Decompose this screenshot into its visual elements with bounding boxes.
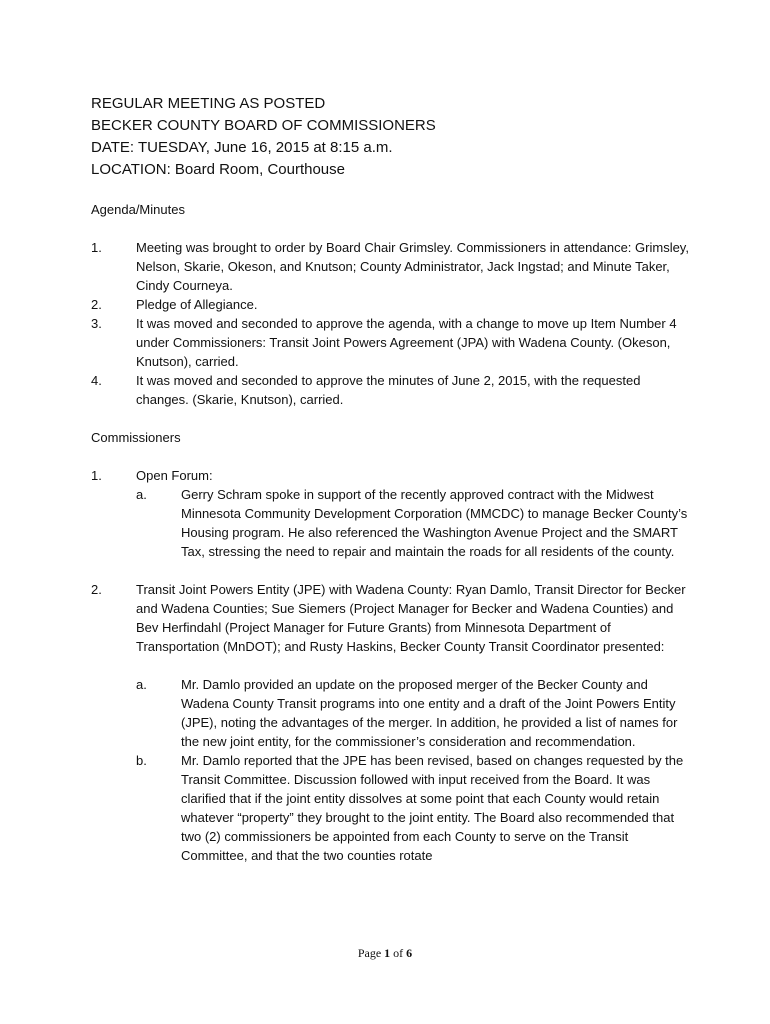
document-page <box>91 93 691 865</box>
section-agenda-label: Agenda/Minutes <box>91 202 185 217</box>
commissioners-item-2 <box>91 580 691 656</box>
agenda-item-text: Meeting was brought to order by Board Chair Grimsley. Commissioners in attendance: Grimsley, Nelson, Skarie, Okeson, and Knutson; County Administrator, Jack Ingstad; and Minute Taker, Cindy Courneya. <box>136 240 689 293</box>
header-date: DATE: TUESDAY, June 16, 2015 at 8:15 a.m. <box>91 139 393 156</box>
agenda-item-1 <box>91 238 691 295</box>
agenda-item-text: It was moved and seconded to approve the minutes of June 2, 2015, with the requested changes. (Skarie, Knutson), carried. <box>136 373 641 407</box>
sub-item-text: Mr. Damlo reported that the JPE has been revised, based on changes requested by the Transit Committee. Discussion followed with input received from the Board. It was clarified that if the joint entity dissolves at some point that each County would retain whatever “property” they brought to the joint entity. The Board also recommended that two (2) commissioners be appointed from each County to serve on the Transit Committee, and that the two counties rotate <box>181 753 684 863</box>
page-footer <box>0 945 770 961</box>
sub-item-text: Gerry Schram spoke in support of the recently approved contract with the Midwest Minnesota Community Development Corporation (MMCDC) to manage Becker County’s Housing program. He also referenced the Washington Avenue Project and the SMART Tax, stressing the need to repair and maintain the roads for all residents of the county. <box>181 487 688 559</box>
header-meeting-type: REGULAR MEETING AS POSTED <box>91 95 326 112</box>
agenda-item-text: Pledge of Allegiance. <box>136 297 258 312</box>
agenda-item-text: It was moved and seconded to approve the agenda, with a change to move up Item Number 4 under Commissioners: Transit Joint Powers Agreement (JPA) with Wadena County. (Okeson, Knutson), carried. <box>136 316 677 369</box>
section-commissioners-label: Commissioners <box>91 430 181 445</box>
commissioners-item-number: 1. <box>91 468 102 483</box>
sub-item-letter: a. <box>136 487 147 502</box>
agenda-item-number: 1. <box>91 240 102 255</box>
agenda-item-4 <box>91 371 691 409</box>
agenda-item-number: 4. <box>91 373 102 388</box>
commissioners-item-2-sub-a <box>136 675 691 751</box>
commissioners-item-number: 2. <box>91 582 102 597</box>
agenda-item-2 <box>91 295 691 314</box>
sub-item-letter: b. <box>136 753 147 768</box>
agenda-item-number: 2. <box>91 297 102 312</box>
sub-item-text: Mr. Damlo provided an update on the proposed merger of the Becker County and Wadena County Transit programs into one entity and a draft of the Joint Powers Entity (JPE), noting the advantages of the merger. In addition, he provided a list of names for the new joint entity, for the commissioner’s consideration and recommendation. <box>181 677 678 749</box>
sub-item-letter: a. <box>136 677 147 692</box>
commissioners-item-text: Open Forum: <box>136 468 213 483</box>
commissioners-item-text: Transit Joint Powers Entity (JPE) with Wadena County: Ryan Damlo, Transit Director for Becker and Wadena Counties; Sue Siemers (Project Manager for Becker and Wadena Counties) and Bev Herfindahl (Project Manager for Future Grants) from Minnesota Department of Transportation (MnDOT); and Rusty Haskins, Becker County Transit Coordinator presented: <box>136 582 686 654</box>
commissioners-item-2-sub-b <box>136 751 691 865</box>
commissioners-item-1 <box>91 466 691 485</box>
header-location: LOCATION: Board Room, Courthouse <box>91 161 345 178</box>
commissioners-item-1-sub-a <box>136 485 691 561</box>
footer-page-number: 1 <box>384 946 391 960</box>
header-board-name: BECKER COUNTY BOARD OF COMMISSIONERS <box>91 117 436 134</box>
agenda-item-number: 3. <box>91 316 102 331</box>
footer-total-pages: 6 <box>406 946 413 960</box>
footer-page-word: Page <box>357 946 382 960</box>
footer-of-word: of <box>393 946 404 960</box>
agenda-item-3 <box>91 314 691 371</box>
